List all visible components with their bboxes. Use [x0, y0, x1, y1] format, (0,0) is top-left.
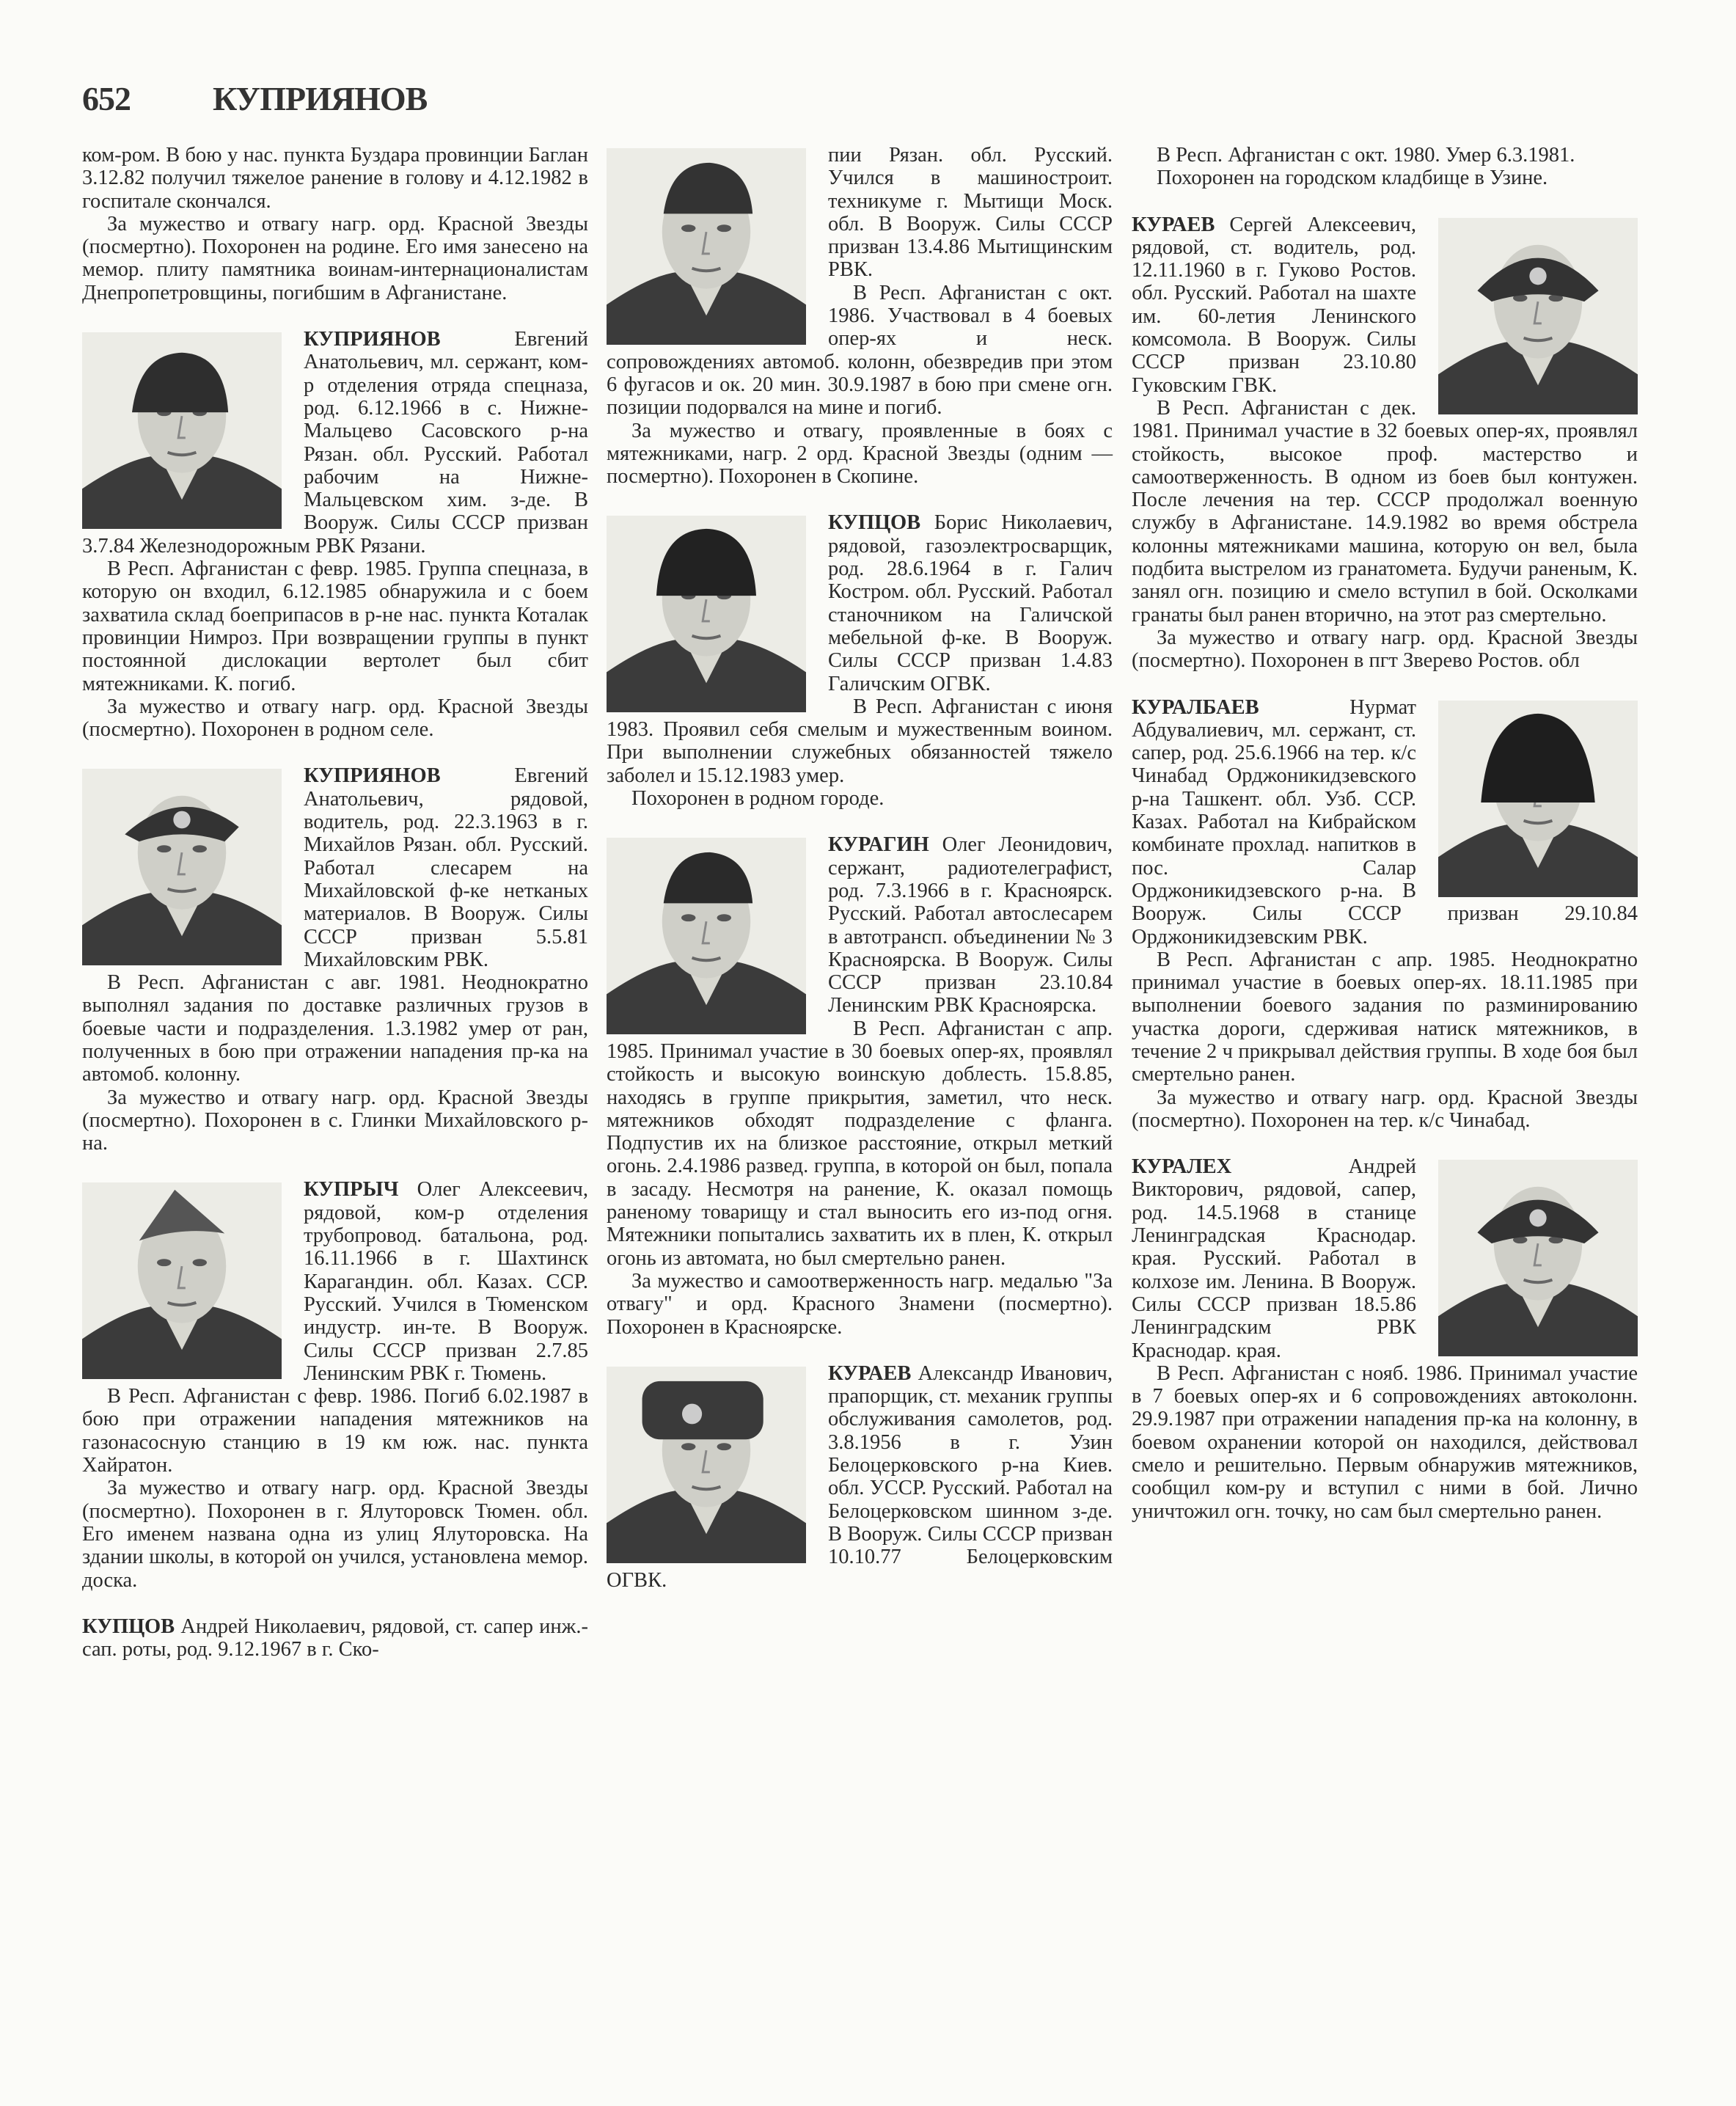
entry-paragraph: За мужество и отвагу нагр. орд. Красной Звезды (посмертно). Похоронен в г. Ялуторовск Тюмен. обл. Его именем названа одна из улиц Ялуторовска. На здании школы, в которой он учился, установлена мемор. доска.: [82, 1477, 588, 1592]
entry-paragraph: В Респ. Афганистан с февр. 1986. Погиб 6.02.1987 в бою при отражении нападения мятежников на газонасосную станцию в 19 км юж. нас. пункта Хайратон.: [82, 1385, 588, 1477]
biography-entry: [1132, 1155, 1638, 1523]
entry-surname: КУПРЫЧ: [304, 1178, 399, 1202]
entry-surname: КУПРИЯНОВ: [304, 764, 441, 788]
entry-lead-text: Евгений Анатольевич, рядовой, водитель, род. 22.3.1963 в г. Михайлов Рязан. обл. Русский. Работал слесарем на Михайловской ф-ке нетканых материалов. В Вооруж. Силы СССР призван 5.5.81 Михайловским РВК.: [304, 764, 588, 971]
biography-entry: [1132, 213, 1638, 673]
entry-paragraph: В Респ. Афганистан с апр. 1985. Принимал участие в 30 боевых опер-ях, проявлял стойкость и высокую воинскую доблесть. 15.8.85, находясь в группе прикрытия, заметил, что неск. мятежников обходят подразделение с фланга. Подпустив их на близкое расстояние, открыл меткий огонь. 2.4.1986 развед. группа, в которой он был, попала в засаду. Несмотря на ранение, К. оказал помощь раненому товарищу и стал выносить его из-под огня. Мятежники попытались захватить их в плен, К. открыл огонь из автомата, но был смертельно ранен.: [607, 1017, 1113, 1270]
entry-lead-text: Евгений Анатольевич, мл. сержант, ком-р отделения отряда спецназа, род. 6.12.1966 в с. Нижне-Мальцево Сасовского р-на Рязан. обл. Русский. Работал рабочим на Нижне-Мальцевском хим. з-де. В Вооруж. Силы СССР призван 3.7.84 Железнодорожным РВК Рязани.: [82, 328, 588, 557]
entry-paragraph: За мужество и отвагу нагр. орд. Красной Звезды (посмертно). Похоронен в пгт Зверево Ростов. обл: [1132, 626, 1638, 673]
entry-lead-text: Андрей Викторович, рядовой, сапер, род. 14.5.1968 в станице Ленинградская Краснодар. края. Русский. Работал в колхозе им. Ленина. В Вооруж. Силы СССР призван 18.5.86 Ленинградским РВК Краснодар. края.: [1132, 1155, 1416, 1362]
entry-paragraph: В Респ. Афганистан с февр. 1985. Группа спецназа, в которую он входил, 6.12.1985 обнаружила и с боем захватила склад боеприпасов в р-не нас. пункта Коталак провинции Нимроз. При возвращении группы в пункт постоянной дислокации вертолет был сбит мятежниками. К. погиб.: [82, 557, 588, 695]
column-3: [1132, 144, 1638, 1523]
biography-entry: [82, 1615, 588, 1661]
entry-lead-text: Борис Николаевич, рядовой, газоэлектросварщик, род. 28.6.1964 в г. Галич Костром. обл. Русский. Работал станочником на Галичской мебельной ф-ке. В Вооруж. Силы СССР призван 1.4.83 Галичским ОГВК.: [828, 511, 1113, 695]
entry-surname: КУРАЛЕХ: [1132, 1155, 1232, 1179]
column-1: [82, 144, 588, 1661]
portrait-photo: [1438, 1160, 1638, 1356]
biography-entry: [607, 1362, 1113, 1592]
portrait-photo: [82, 769, 282, 965]
entry-lead-text: Нурмат Абдувалиевич, мл. сержант, ст. сапер, род. 25.6.1966 на тер. к/с Чинабад Орджоникидзевского р-на Ташкент. обл. Узб. ССР. Казах. Работал на Кибрайском комбинате прохлад. напитков в пос. Салар Орджоникидзевского р-на. В Вооруж. Силы СССР призван 29.10.84 Орджоникидзевским РВК.: [1132, 695, 1638, 948]
portrait-photo: [1438, 701, 1638, 897]
entry-paragraph: ком-ром. В бою у нас. пункта Буздара провинции Баглан 3.12.82 получил тяжелое ранение в голову и 4.12.1982 в госпитале скончался.: [82, 144, 588, 213]
entry-surname: КУРАЛБАЕВ: [1132, 695, 1259, 719]
entry-lead-text: Сергей Алексеевич, рядовой, ст. водитель, род. 12.11.1960 в г. Гуково Ростов. обл. Русский. Работал на шахте им. 60-летия Ленинского комсомола. В Вооруж. Силы СССР призван 23.10.80 Гуковским ГВК.: [1132, 213, 1416, 397]
column-2: [607, 144, 1113, 1592]
entry-surname: КУРАЕВ: [828, 1361, 912, 1385]
entry-lead-text: Олег Леонидович, сержант, радиотелеграфист, род. 7.3.1966 в г. Красноярск. Русский. Работал автослесарем в автотрансп. объединении № 3 Красноярска. В Вооруж. Силы СССР призван 23.10.84 Ленинским РВК Красноярска.: [828, 833, 1113, 1017]
biography-entry: [607, 833, 1113, 1339]
biography-entry: [607, 511, 1113, 810]
entry-lead-text: пии Рязан. обл. Русский. Учился в машиностроит. техникуме г. Мытищи Моск. обл. В Вооруж. Силы СССР призван 13.4.86 Мытищинским РВК.: [828, 144, 1113, 282]
portrait-photo: [82, 1182, 282, 1379]
entry-surname: КУПРИЯНОВ: [304, 328, 441, 351]
entry-paragraph: В Респ. Афганистан с июня 1983. Проявил себя смелым и мужественным воином. При выполнении служебных обязанностей тяжело заболел и 15.12.1983 умер.: [607, 695, 1113, 787]
entry-paragraph: За мужество и отвагу нагр. орд. Красной Звезды (посмертно). Похоронен в родном селе.: [82, 695, 588, 742]
entry-surname: КУПЦОВ: [828, 511, 921, 535]
entry-surname: КУРАЕВ: [1132, 213, 1215, 236]
entry-lead-text: Андрей Николаевич, рядовой, ст. сапер инж.-сап. роты, род. 9.12.1967 в г. Ско-: [82, 1615, 588, 1661]
entry-paragraph: Похоронен в родном городе.: [631, 787, 885, 811]
entry-paragraph: Похоронен на городском кладбище в Узине.: [1157, 167, 1548, 190]
entry-paragraph: За мужество и отвагу, проявленные в боях с мятежниками, нагр. 2 орд. Красной Звезды (одним — посмертно). Похоронен в Скопине.: [607, 419, 1113, 489]
continued-entry: [82, 144, 588, 304]
portrait-photo: [82, 332, 282, 529]
entry-paragraph: В Респ. Афганистан с нояб. 1986. Принимал участие в 7 боевых опер-ях и 6 сопровождениях автоколонн. 29.9.1987 при отражении нападения пр-ка на колонну, в боевом охранении которой он находился, действовал смело и решительно. Первым обнаружив мятежников, сообщил ком-ру и вступил с ними в бой. Лично уничтожил огн. точку, но сам был смертельно ранен.: [1132, 1361, 1638, 1523]
page-number: 652: [82, 80, 131, 117]
entry-paragraph: В Респ. Афганистан с апр. 1985. Неоднократно принимал участие в боевых опер-ях. 18.11.1985 при выполнении боевого задания по разминированию участка дороги, сдерживая натиск мятежников, в течение 2 ч прикрывал действия группы. В ходе боя был смертельно ранен.: [1132, 948, 1638, 1086]
portrait-photo: [607, 516, 806, 712]
entry-paragraph: В Респ. Афганистан с окт. 1980. Умер 6.3.1981.: [1157, 144, 1575, 167]
entry-lead-text: Олег Алексеевич, рядовой, ком-р отделения трубопровод. батальона, род. 16.11.1966 в г. Шахтинск Карагандин. обл. Казах. ССР. Русский. Учился в Тюменском индустр. ин-те. В Вооруж. Силы СССР призван 2.7.85 Ленинским РВК г. Тюмень.: [304, 1178, 588, 1385]
entry-lead-text: Александр Иванович, прапорщик, ст. механик группы обслуживания самолетов, род. 3.8.1956 в г. Узин Белоцерковского р-на Киев. обл. УССР. Русский. Работал на Белоцерковском шинном з-де. В Вооруж. Силы СССР призван 10.10.77 Белоцерковским ОГВК.: [607, 1361, 1113, 1592]
running-title: КУПРИЯНОВ: [213, 80, 428, 117]
entry-surname: КУПЦОВ: [82, 1615, 175, 1638]
entry-paragraph: За мужество и отвагу нагр. орд. Красной Звезды (посмертно). Похоронен на тер. к/с Чинабад.: [1132, 1086, 1638, 1132]
portrait-photo: [607, 1367, 806, 1563]
biography-entry: [1132, 696, 1638, 1133]
continued-entry: [607, 144, 1113, 488]
portrait-photo: [1438, 218, 1638, 414]
entry-paragraph: В Респ. Афганистан с дек. 1981. Принимал участие в 32 боевых опер-ях, проявлял стойкость, высокое проф. мастерство и самоотверженность. В одном из боев был контужен. После лечения на тер. СССР продолжал военную службу в Афганистане. 14.9.1982 во время обстрела колонны мятежниками машина, которую он вел, была подбита выстрелом из гранатомета. Будучи раненым, К. занял огн. позицию и смело вступил в бой. Осколками гранаты был ранен вторично, на этот раз смертельно.: [1132, 396, 1638, 626]
portrait-photo: [607, 148, 806, 345]
continued-entry: [1132, 144, 1638, 190]
entry-paragraph: За мужество и отвагу нагр. орд. Красной Звезды (посмертно). Похоронен в с. Глинки Михайловского р-на.: [82, 1086, 588, 1155]
biography-entry: [82, 764, 588, 1155]
entry-surname: КУРАГИН: [828, 833, 929, 857]
entry-paragraph: В Респ. Афганистан с авг. 1981. Неоднократно выполнял задания по доставке различных грузов в боевые части и подразделения. 1.3.1982 умер от ран, полученных в бою при отражении нападения пр-ка на автомоб. колонну.: [82, 971, 588, 1086]
entry-paragraph: За мужество и самоотверженность нагр. медалью "За отвагу" и орд. Красного Знамени (посмертно). Похоронен в Красноярске.: [607, 1269, 1113, 1339]
entry-paragraph: За мужество и отвагу нагр. орд. Красной Звезды (посмертно). Похоронен на родине. Его имя занесено на мемор. плиту памятника воинам-интернационалистам Днепропетровщины, погибшим в Афганистане.: [82, 212, 588, 304]
biography-entry: [82, 1178, 588, 1591]
portrait-photo: [607, 838, 806, 1034]
biography-entry: [82, 328, 588, 741]
entry-lead: [82, 1615, 588, 1661]
entry-paragraph: В Респ. Афганистан с окт. 1986. Участвовал в 4 боевых опер-ях и неск. сопровождениях автомоб. колонн, обезвредив при этом 6 фугасов и ок. 20 мин. 30.9.1987 в бою при смене огн. позиции подорвался на мине и погиб.: [607, 281, 1113, 420]
